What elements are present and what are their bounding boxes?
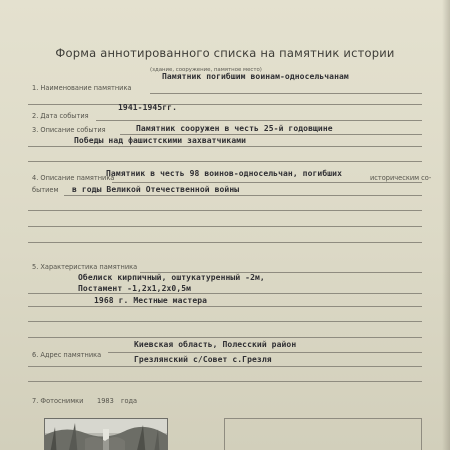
field-5-label: 5. Характеристика памятника (32, 263, 138, 271)
field-5-line-2 (28, 293, 422, 294)
field-3-label: 3. Описание события (32, 126, 106, 134)
field-6-label: 6. Адрес памятника (32, 351, 102, 359)
field-4-line-3 (28, 210, 422, 211)
field-2-line (96, 120, 422, 121)
field-4-value-1: Памятник в честь 98 воинов-односельчан, погибших (106, 169, 342, 178)
photo-placeholder-frame (224, 418, 422, 450)
field-4-line (112, 182, 422, 183)
field-5-line-3 (28, 306, 422, 307)
field-4-line-2 (64, 195, 422, 196)
field-5-value-3: 1968 г. Местные мастера (94, 296, 208, 305)
field-1-line (150, 93, 422, 94)
field-6-line-2 (28, 366, 422, 367)
field-4-label: 4. Описание памятника (32, 174, 115, 182)
form-title: Форма аннотированного списка на памятник истории (55, 46, 395, 60)
field-1-value: Памятник погибшим воинам-односельчанам (162, 72, 349, 81)
field-3-line-3 (28, 161, 422, 162)
field-5-line (140, 272, 422, 273)
field-5-value-2: Постамент -1,2х1,2х0,5м (78, 284, 192, 293)
field-4-line-4 (28, 226, 422, 227)
field-7-label: 7. Фотоснимки (32, 397, 84, 405)
field-7-suffix: года (121, 397, 138, 405)
field-4-label-cont: бытием (32, 186, 59, 194)
field-3-value-2: Победы над фашистскими захватчиками (74, 136, 247, 145)
field-1-label: 1. Наименование памятника (32, 84, 132, 92)
page-edge-shadow (442, 0, 450, 450)
field-3-line-2 (28, 146, 422, 147)
field-5-line-5 (28, 337, 422, 338)
monument-photo-image (45, 419, 167, 450)
form-subtitle: (здание, сооружение, памятное место) (150, 67, 262, 73)
field-2-value: 1941-1945гг. (118, 103, 177, 112)
field-1-line-2 (28, 104, 422, 105)
field-6-value-2: Грезлянский с/Совет с.Грезля (134, 355, 272, 364)
field-2-label: 2. Дата события (32, 112, 89, 120)
field-5-line-4 (28, 321, 422, 322)
field-4-value-2: в годы Великой Отечественной войны (72, 185, 240, 194)
field-6-line (108, 352, 422, 353)
field-4-label-tail: историческим со- (370, 174, 432, 182)
field-7-year: 1983 (97, 397, 114, 405)
field-6-line-3 (28, 381, 422, 382)
field-3-value-1: Памятник сооружен в честь 25-й годовщине (136, 124, 333, 133)
field-6-value-1: Киевская область, Полесский район (134, 340, 297, 349)
field-5-value-1: Обелиск кирпичный, оштукатуренный -2м, (78, 273, 265, 282)
field-4-line-5 (28, 242, 422, 243)
monument-photo (44, 418, 168, 450)
field-3-line (120, 134, 422, 135)
